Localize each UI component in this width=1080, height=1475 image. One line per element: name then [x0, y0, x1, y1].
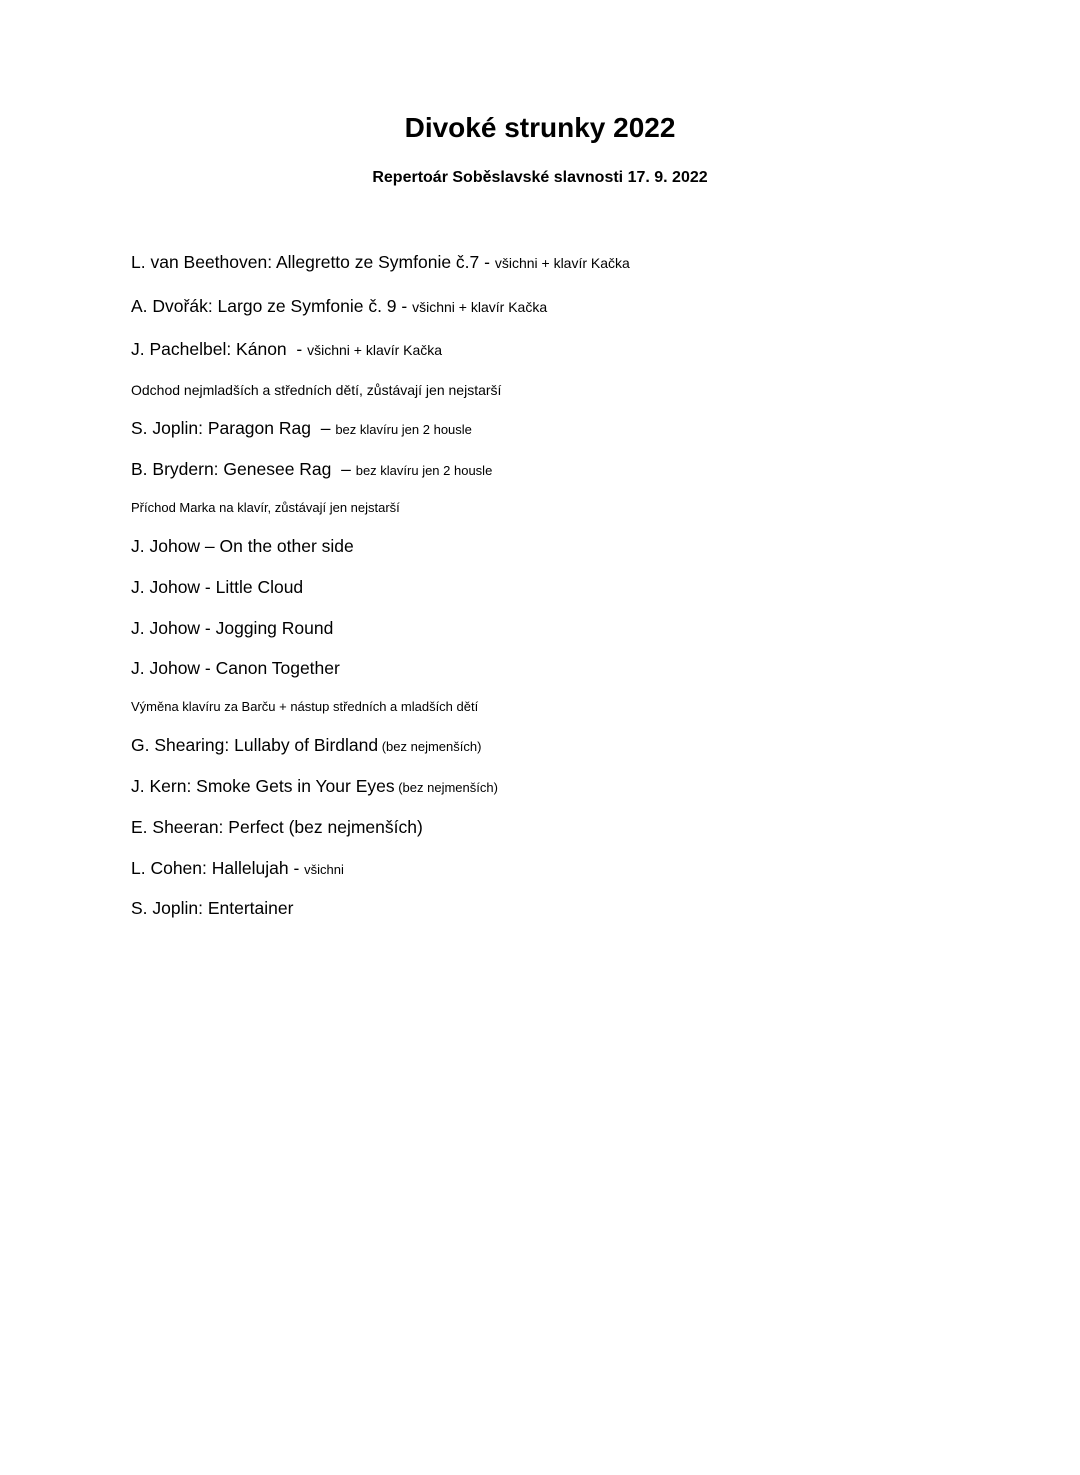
repertoire-item — [131, 856, 344, 882]
piece-title: A. Dvořák: Largo ze Symfonie č. 9 — [131, 296, 397, 316]
separator: – — [331, 459, 356, 479]
piece-title: G. Shearing: Lullaby of Birdland — [131, 735, 379, 755]
performer-note: všichni + klavír Kačka — [412, 299, 548, 315]
piece-title: L. Cohen: Hallelujah — [131, 858, 289, 878]
stage-instruction: Příchod Marka na klavír, zůstávají jen nejstarší — [131, 500, 400, 515]
performer-note: všichni + klavír Kačka — [494, 255, 630, 271]
separator: - — [286, 339, 308, 359]
repertoire-item — [131, 774, 498, 800]
repertoire-item — [131, 250, 630, 276]
repertoire-item — [131, 416, 472, 442]
piece-title: J. Pachelbel: Kánon — [131, 339, 287, 359]
repertoire-item — [131, 294, 547, 320]
repertoire-item — [131, 457, 492, 483]
repertoire-item — [131, 733, 481, 759]
performer-note: všichni — [304, 862, 344, 877]
stage-instruction: Výměna klavíru za Barču + nástup středních a mladších dětí — [131, 699, 479, 714]
separator: – — [310, 418, 336, 438]
repertoire-item: E. Sheeran: Perfect (bez nejmenších) — [131, 817, 423, 837]
page-subtitle: Repertoár Soběslavské slavnosti 17. 9. 2022 — [372, 169, 708, 186]
repertoire-item: J. Johow - Canon Together — [131, 658, 340, 678]
repertoire-item: J. Johow – On the other side — [131, 536, 354, 556]
repertoire-item — [131, 337, 442, 363]
stage-instruction: Odchod nejmladších a středních dětí, zůstávají jen nejstarší — [131, 382, 502, 398]
piece-title: J. Kern: Smoke Gets in Your Eyes — [131, 776, 395, 796]
separator: - — [396, 296, 413, 316]
performer-note: bez klavíru jen 2 housle — [335, 422, 472, 437]
performer-note: všichni + klavír Kačka — [307, 342, 443, 358]
piece-title: L. van Beethoven: Allegretto ze Symfonie č.7 — [131, 252, 480, 272]
piece-title: S. Joplin: Paragon Rag — [131, 418, 311, 438]
performer-note: (bez nejmenších) — [378, 739, 482, 754]
performer-note: (bez nejmenších) — [394, 780, 498, 795]
page-title: Divoké strunky 2022 — [404, 112, 676, 143]
separator: - — [479, 252, 495, 272]
separator: - — [288, 858, 305, 878]
repertoire-item: J. Johow - Jogging Round — [131, 618, 334, 638]
piece-title: B. Brydern: Genesee Rag — [131, 459, 332, 479]
performer-note: bez klavíru jen 2 housle — [355, 463, 493, 478]
repertoire-item: J. Johow - Little Cloud — [131, 577, 304, 597]
repertoire-item: S. Joplin: Entertainer — [131, 898, 294, 918]
